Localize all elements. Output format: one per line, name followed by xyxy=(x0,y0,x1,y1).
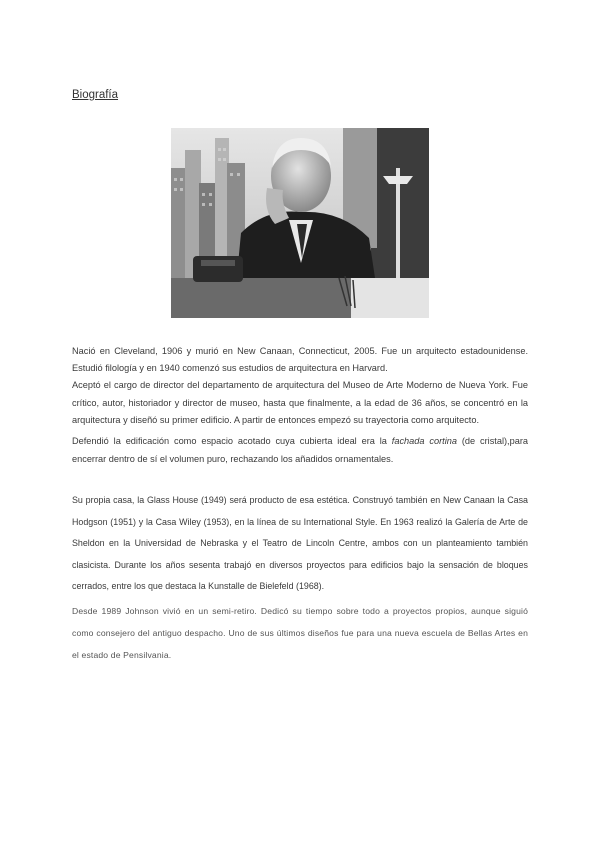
paragraph-intro-text: Nació en Cleveland, 1906 y murió en New Canaan, Connecticut, 2005. Fue un arquitecto estadounidense. Estudió filología y en 1940 comenzó sus estudios de arquitectura en Harvard. xyxy=(72,346,528,374)
paragraph-style-text-a: Defendió la edificación como espacio acotado cuya cubierta ideal era la xyxy=(72,436,392,446)
page-title: Biografía xyxy=(72,89,119,101)
portrait-photo xyxy=(171,128,429,318)
paragraph-intro xyxy=(72,343,528,429)
paragraph-style-text-b: (de cristal),para encerrar dentro de sí el volumen puro, rechazando los añadidos ornamentales. xyxy=(72,436,528,464)
paragraph-career-text: Aceptó el cargo de director del departamento de arquitectura del Museo de Arte Moderno de Nueva York. Fue crítico, autor, historiador y director de museo, hasta que finalmente, a la edad de 36 años, se concentró en la arquitectura y diseñó su primer edificio. A partir de entonces empezó su trayectoria como arquitecto. xyxy=(72,380,528,425)
paragraph-works: Su propia casa, la Glass House (1949) será producto de esa estética. Construyó también en New Canaan la Casa Hodgson (1951) y la Casa Wiley (1953), en la línea de su International Style. En 1963 realizó la Galería de Arte de Sheldon en la Universidad de Nebraska y el Teatro de Lincoln Centre, ambos con un planteamiento también clasicista. Durante los años sesenta trabajó en diversos proyectos para edificios bajo la sensación de bloques cerrados, entre los que destaca la Kunstalle de Bielefeld (1968). xyxy=(72,495,528,591)
portrait-image-icon xyxy=(171,128,429,318)
paragraph-retirement: Desde 1989 Johnson vivió en un semi-retiro. Dedicó su tiempo sobre todo a proyectos propios, aunque siguió como consejero del antiguo despacho. Uno de sus últimos diseños fue para una nueva escuela de Bellas Artes en el estado de Pensilvania. xyxy=(72,606,528,660)
paragraph-style xyxy=(72,433,528,468)
fachada-cortina-term: fachada cortina xyxy=(391,436,457,446)
